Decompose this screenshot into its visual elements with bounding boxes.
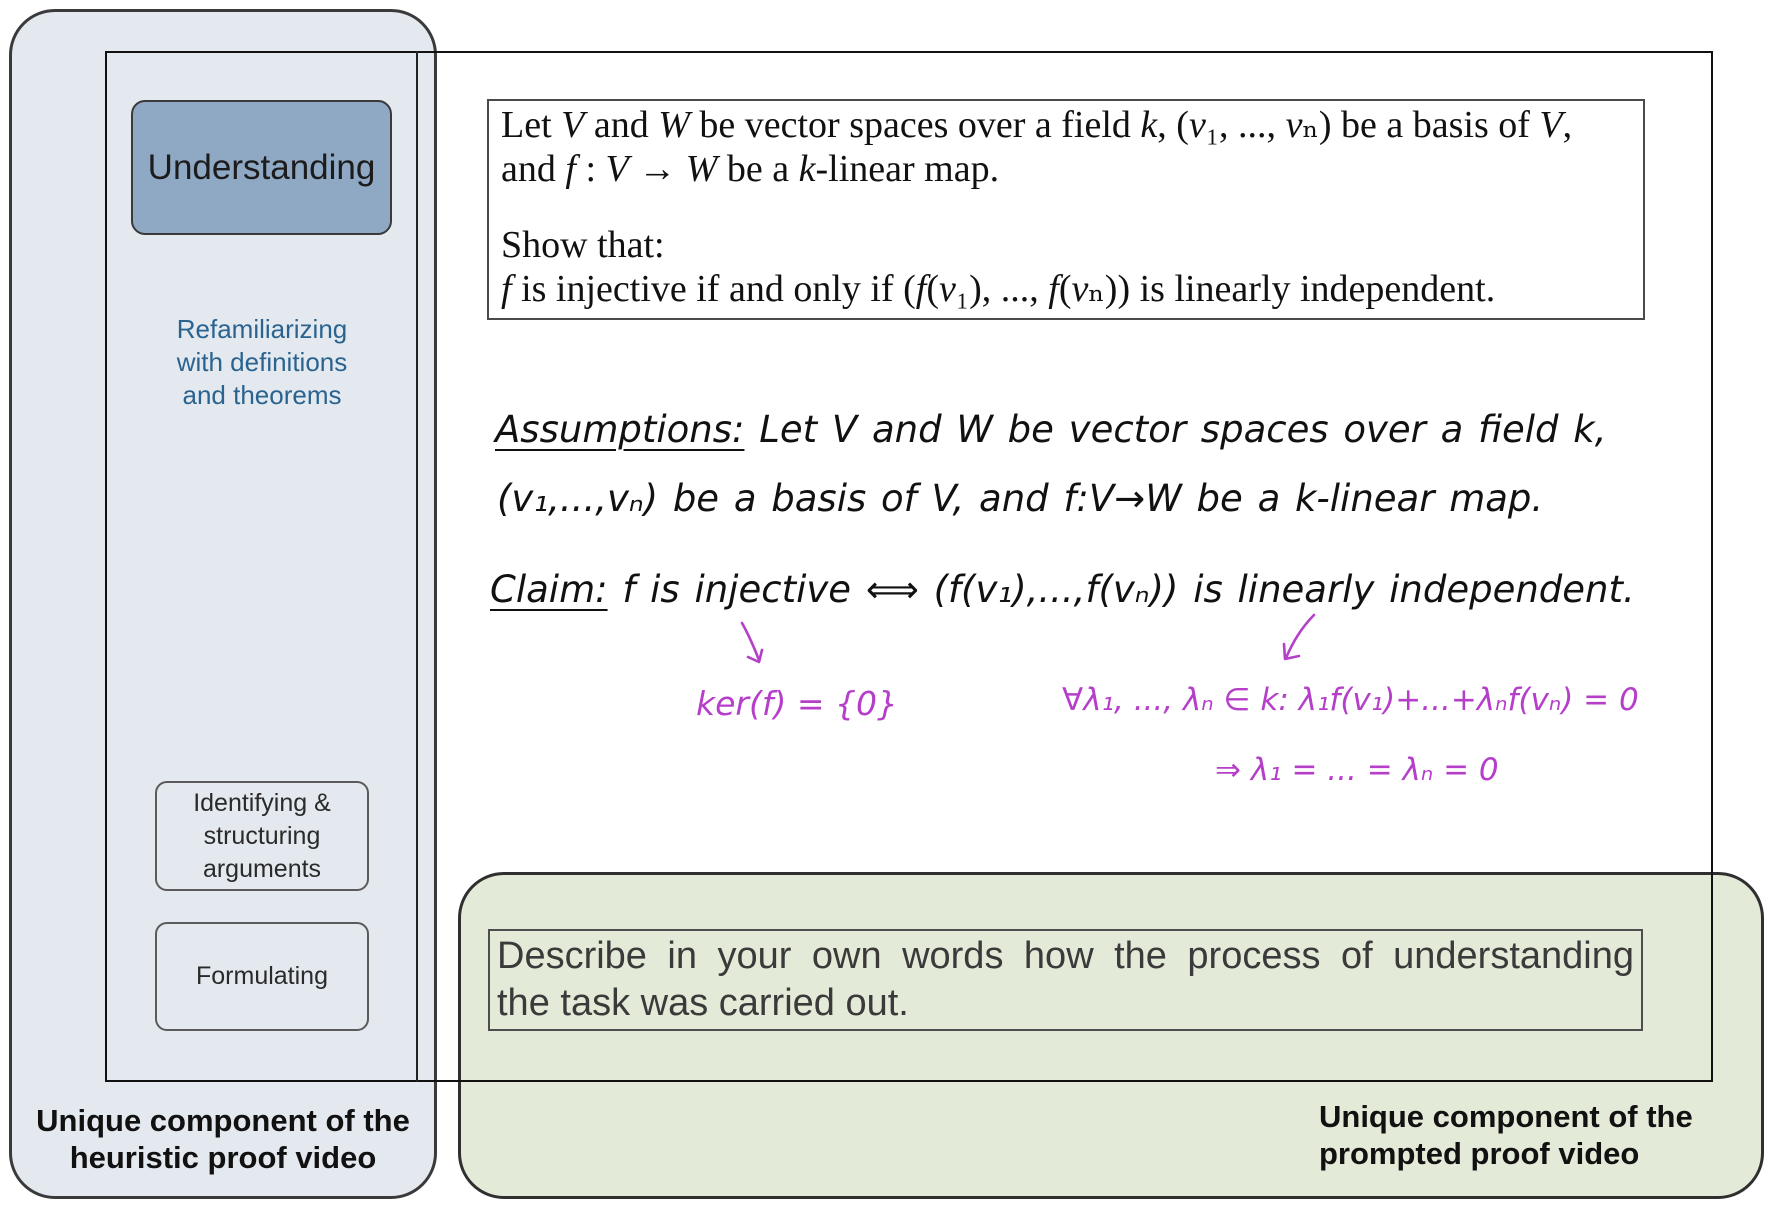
assumptions-line-2: (v₁,...,vₙ) be a basis of V, and f:V→W be a k-linear map. bbox=[497, 477, 1544, 520]
task-line: Show that: bbox=[501, 224, 665, 266]
task-line: and f : V → W be a k-linear map. bbox=[501, 148, 1000, 190]
task-line: f is injective if and only if (f(v₁), ..., f(vₙ)) is linearly independent. bbox=[501, 268, 1496, 310]
heuristic-caption: Unique component of the heuristic proof video bbox=[36, 1103, 410, 1175]
assumptions-label: Assumptions: bbox=[495, 408, 745, 451]
claim-label: Claim: bbox=[490, 568, 608, 611]
independence-condition: ∀λ₁, ..., λₙ ∈ k: λ₁f(v₁)+...+λₙf(vₙ) = 0 bbox=[1062, 682, 1639, 718]
assumptions-line bbox=[495, 403, 1606, 457]
sidebar-divider bbox=[416, 51, 418, 1082]
prompted-caption: Unique component of the prompted proof video bbox=[1319, 1099, 1693, 1171]
arrow-down-left-icon bbox=[1270, 608, 1325, 668]
step-formulating-label: Formulating bbox=[196, 962, 328, 990]
step-understanding-label: Understanding bbox=[147, 147, 376, 187]
step-understanding-description: Refamiliarizing with definitions and theorems bbox=[176, 314, 348, 410]
assumptions-text: Let V and W be vector spaces over a field k, bbox=[759, 408, 1607, 451]
step-identifying-label: Identifying & structuring arguments bbox=[193, 788, 331, 883]
independence-conclusion: ⇒ λ₁ = ... = λₙ = 0 bbox=[1215, 752, 1499, 788]
kernel-condition: ker(f) = {0} bbox=[696, 684, 898, 723]
reflection-prompt-box bbox=[488, 929, 1643, 1031]
arrow-down-right-icon bbox=[728, 615, 778, 673]
step-identifying bbox=[155, 781, 369, 891]
claim-text: f is injective ⟺ (f(v₁),...,f(vₙ)) is linearly independent. bbox=[622, 568, 1635, 611]
task-line: Let V and W be vector spaces over a field k, (v₁, ..., vₙ) be a basis of V, bbox=[501, 104, 1573, 146]
claim-line bbox=[490, 563, 1635, 617]
prompt-line: the task was carried out. bbox=[497, 982, 909, 1024]
prompt-line: Describe in your own words how the process of understanding bbox=[497, 935, 1634, 977]
step-formulating bbox=[155, 922, 369, 1031]
step-understanding bbox=[131, 100, 392, 235]
task-statement-box bbox=[487, 99, 1645, 320]
